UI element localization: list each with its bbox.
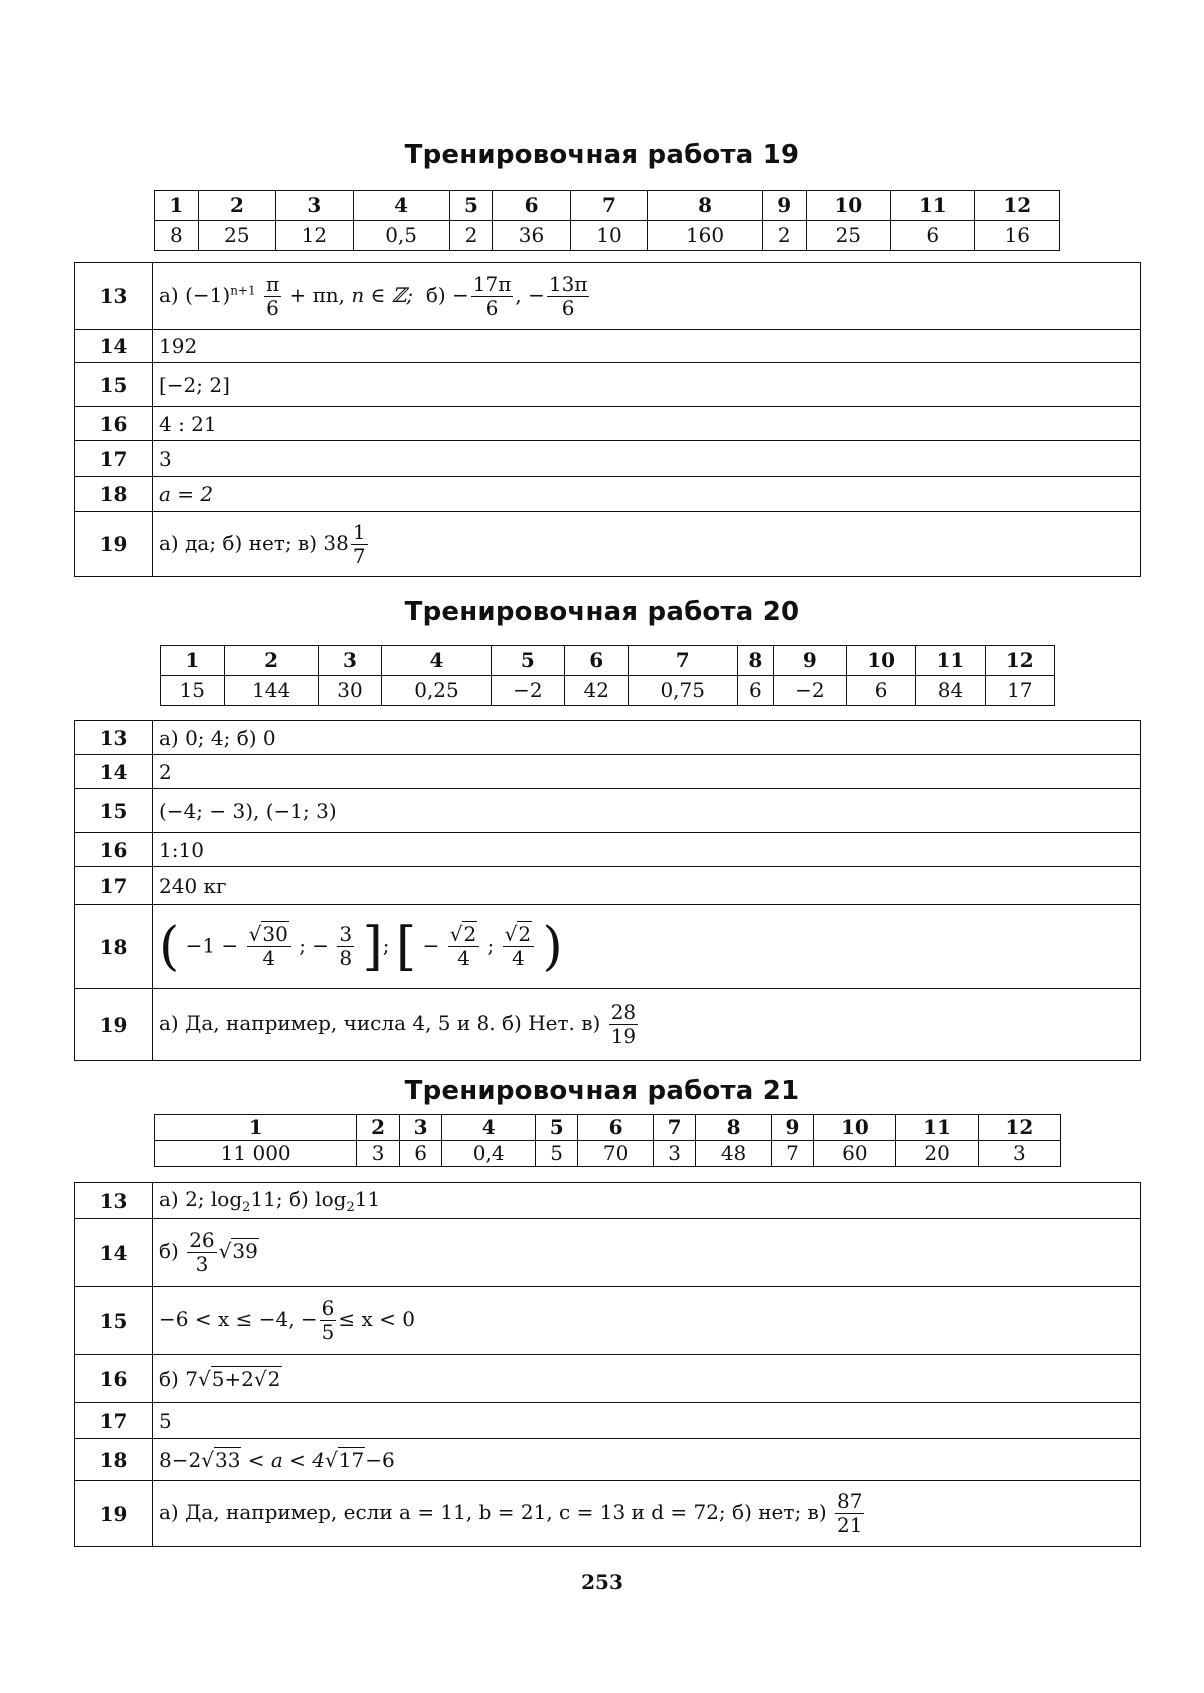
answer-cell: 6 — [847, 676, 916, 706]
answer-cell: 2 — [762, 221, 806, 251]
table-row — [75, 1219, 1141, 1287]
task-number: 10 — [806, 191, 890, 221]
table-row — [75, 989, 1141, 1061]
task-number: 6 — [564, 646, 628, 676]
table-row — [75, 1403, 1141, 1439]
page-number: 253 — [581, 1570, 623, 1594]
table-row — [75, 1355, 1141, 1403]
task-number: 14 — [75, 755, 153, 789]
table-row — [75, 330, 1141, 363]
short-header-row — [155, 1115, 1061, 1141]
task-number: 12 — [975, 191, 1060, 221]
answer-cell: 25 — [198, 221, 275, 251]
answer-cell: 5 — [153, 1403, 1141, 1439]
task-number: 12 — [985, 646, 1054, 676]
answer-cell: 36 — [493, 221, 570, 251]
task-number: 4 — [382, 646, 491, 676]
table-row — [75, 477, 1141, 512]
answer-cell: 0,4 — [442, 1141, 536, 1167]
table-row — [75, 1183, 1141, 1219]
task-number: 12 — [978, 1115, 1060, 1141]
task-number: 11 — [891, 191, 975, 221]
table-row — [75, 905, 1141, 989]
answer-cell: 25 — [806, 221, 890, 251]
answer-cell: [−2; 2] — [153, 363, 1141, 407]
answer-cell: 42 — [564, 676, 628, 706]
answer-cell: 3 — [653, 1141, 696, 1167]
task-number: 3 — [276, 191, 353, 221]
task-number: 6 — [493, 191, 570, 221]
answer-cell: 11 000 — [155, 1141, 357, 1167]
answer-cell: 240 кг — [153, 867, 1141, 905]
answer-cell: 1:10 — [153, 833, 1141, 867]
task-number: 2 — [224, 646, 318, 676]
answer-cell: 20 — [896, 1141, 978, 1167]
table-row — [75, 407, 1141, 441]
answer-cell: 160 — [648, 221, 763, 251]
answer-cell: 84 — [916, 676, 985, 706]
task-number: 17 — [75, 1403, 153, 1439]
task-number: 10 — [814, 1115, 896, 1141]
task-number: 19 — [75, 1481, 153, 1547]
task-number: 15 — [75, 363, 153, 407]
long-answer-table-20 — [74, 720, 1141, 1061]
task-number: 9 — [773, 646, 846, 676]
task-number: 5 — [449, 191, 493, 221]
task-number: 13 — [75, 721, 153, 755]
task-number: 2 — [198, 191, 275, 221]
task-number: 7 — [653, 1115, 696, 1141]
answer-cell: 0,25 — [382, 676, 491, 706]
table-row — [75, 1481, 1141, 1547]
table-row — [75, 1287, 1141, 1355]
answer-cell: 6 — [891, 221, 975, 251]
answer-cell: 17 — [985, 676, 1054, 706]
answer-cell: 16 — [975, 221, 1060, 251]
task-number: 7 — [570, 191, 647, 221]
task-number: 11 — [896, 1115, 978, 1141]
task-number: 2 — [357, 1115, 400, 1141]
answer-cell: a = 2 — [153, 477, 1141, 512]
answer-cell: а) 2; $\log_211$; б) $\log_211$ — [153, 1183, 1141, 1219]
task-number: 1 — [161, 646, 225, 676]
short-answer-row — [155, 1141, 1061, 1167]
task-number: 8 — [737, 646, 773, 676]
answer-cell: −2 — [491, 676, 564, 706]
task-number: 15 — [75, 789, 153, 833]
table-row — [75, 441, 1141, 477]
answer-cell: 3 — [978, 1141, 1060, 1167]
short-answer-table-19 — [154, 190, 1060, 251]
task-number: 10 — [847, 646, 916, 676]
answer-cell: 192 — [153, 330, 1141, 363]
answer-cell: −2 — [773, 676, 846, 706]
answer-cell: 3 — [357, 1141, 400, 1167]
answer-cell: 15 — [161, 676, 225, 706]
table-row — [75, 867, 1141, 905]
task-number: 15 — [75, 1287, 153, 1355]
table-row — [75, 1439, 1141, 1481]
answer-cell: 2 — [449, 221, 493, 251]
answer-cell: а) Да, например, если a = 11, b = 21, c = 13 и d = 72; б) нет; в) $\frac{87}{21}$ — [153, 1481, 1141, 1547]
task-number: 16 — [75, 833, 153, 867]
answer-cell: а) Да, например, числа 4, 5 и 8. б) Нет. в) $\frac{28}{19}$ — [153, 989, 1141, 1061]
answer-cell: 60 — [814, 1141, 896, 1167]
answer-cell: 48 — [696, 1141, 771, 1167]
answer-cell: 5 — [535, 1141, 578, 1167]
answer-cell: 0,5 — [353, 221, 449, 251]
task-number: 1 — [155, 1115, 357, 1141]
table-row — [75, 263, 1141, 330]
task-number: 14 — [75, 1219, 153, 1287]
task-number: 1 — [155, 191, 199, 221]
task-number: 6 — [578, 1115, 653, 1141]
task-number: 18 — [75, 905, 153, 989]
long-answer-table-21 — [74, 1182, 1141, 1547]
short-header-row — [161, 646, 1055, 676]
table-row — [75, 512, 1141, 577]
answer-cell: 144 — [224, 676, 318, 706]
task-number: 13 — [75, 263, 153, 330]
answer-cell: −6 < x ≤ −4, − $\frac{6}{5}$ ≤ x < 0 — [153, 1287, 1141, 1355]
answer-cell: 6 — [737, 676, 773, 706]
task-number: 16 — [75, 407, 153, 441]
short-answer-table-20 — [160, 645, 1055, 706]
table-row — [75, 721, 1141, 755]
table-row — [75, 363, 1141, 407]
task-number: 4 — [353, 191, 449, 221]
task-number: 3 — [399, 1115, 442, 1141]
task-number: 5 — [491, 646, 564, 676]
task-number: 14 — [75, 330, 153, 363]
task-number: 7 — [628, 646, 737, 676]
task-number: 18 — [75, 1439, 153, 1481]
task-number: 3 — [318, 646, 382, 676]
task-number: 13 — [75, 1183, 153, 1219]
task-number: 19 — [75, 989, 153, 1061]
answer-cell: а) да; б) нет; в) 38 $\frac{1}{7}$ — [153, 512, 1141, 577]
answer-cell: 70 — [578, 1141, 653, 1167]
answer-cell: 8−2√33 < a < 4√17−6 — [153, 1439, 1141, 1481]
section-title-20: Тренировочная работа 20 — [404, 597, 800, 627]
task-number: 18 — [75, 477, 153, 512]
task-number: 9 — [771, 1115, 814, 1141]
answer-cell: 4 : 21 — [153, 407, 1141, 441]
answer-cell: 30 — [318, 676, 382, 706]
answer-cell: 8 — [155, 221, 199, 251]
table-row — [75, 789, 1141, 833]
answer-cell: 10 — [570, 221, 647, 251]
answer-cell: б) 7√5+2√2 — [153, 1355, 1141, 1403]
answer-cell: а) 0; 4; б) 0 — [153, 721, 1141, 755]
task-number: 4 — [442, 1115, 536, 1141]
short-answer-row — [155, 221, 1060, 251]
table-row — [75, 833, 1141, 867]
short-header-row — [155, 191, 1060, 221]
task-number: 19 — [75, 512, 153, 577]
answer-cell: 0,75 — [628, 676, 737, 706]
section-title-21: Тренировочная работа 21 — [404, 1076, 800, 1106]
answer-cell: (−4; − 3), (−1; 3) — [153, 789, 1141, 833]
task-number: 11 — [916, 646, 985, 676]
task-number: 5 — [535, 1115, 578, 1141]
short-answer-row — [161, 676, 1055, 706]
answer-cell: 3 — [153, 441, 1141, 477]
task-number: 16 — [75, 1355, 153, 1403]
task-number: 17 — [75, 867, 153, 905]
short-answer-table-21 — [154, 1114, 1061, 1167]
task-number: 8 — [696, 1115, 771, 1141]
answer-cell: 12 — [276, 221, 353, 251]
answer-cell: б) $\frac{26}{3}$ √39 — [153, 1219, 1141, 1287]
task-number: 9 — [762, 191, 806, 221]
answer-cell: 6 — [399, 1141, 442, 1167]
task-number: 17 — [75, 441, 153, 477]
answer-cell: 2 — [153, 755, 1141, 789]
answer-cell: 7 — [771, 1141, 814, 1167]
answer-cell: ( −1 − $\frac{√30}{4}$ ; − $\frac{3}{8}$ ]; [ − $\frac{√2}{4}$ ; $\frac{√2}{4}$ ) — [153, 905, 1141, 989]
table-row — [75, 755, 1141, 789]
section-title-19: Тренировочная работа 19 — [404, 140, 800, 170]
task-number: 8 — [648, 191, 763, 221]
answer-cell: а) $(-1)^{n+1}$ $\frac{\pi}{6}$ + πn, n ∈ ℤ; б) − $\frac{17\pi}{6}$ , − $\frac{13\pi}{6}$ — [153, 263, 1141, 330]
long-answer-table-19 — [74, 262, 1141, 577]
